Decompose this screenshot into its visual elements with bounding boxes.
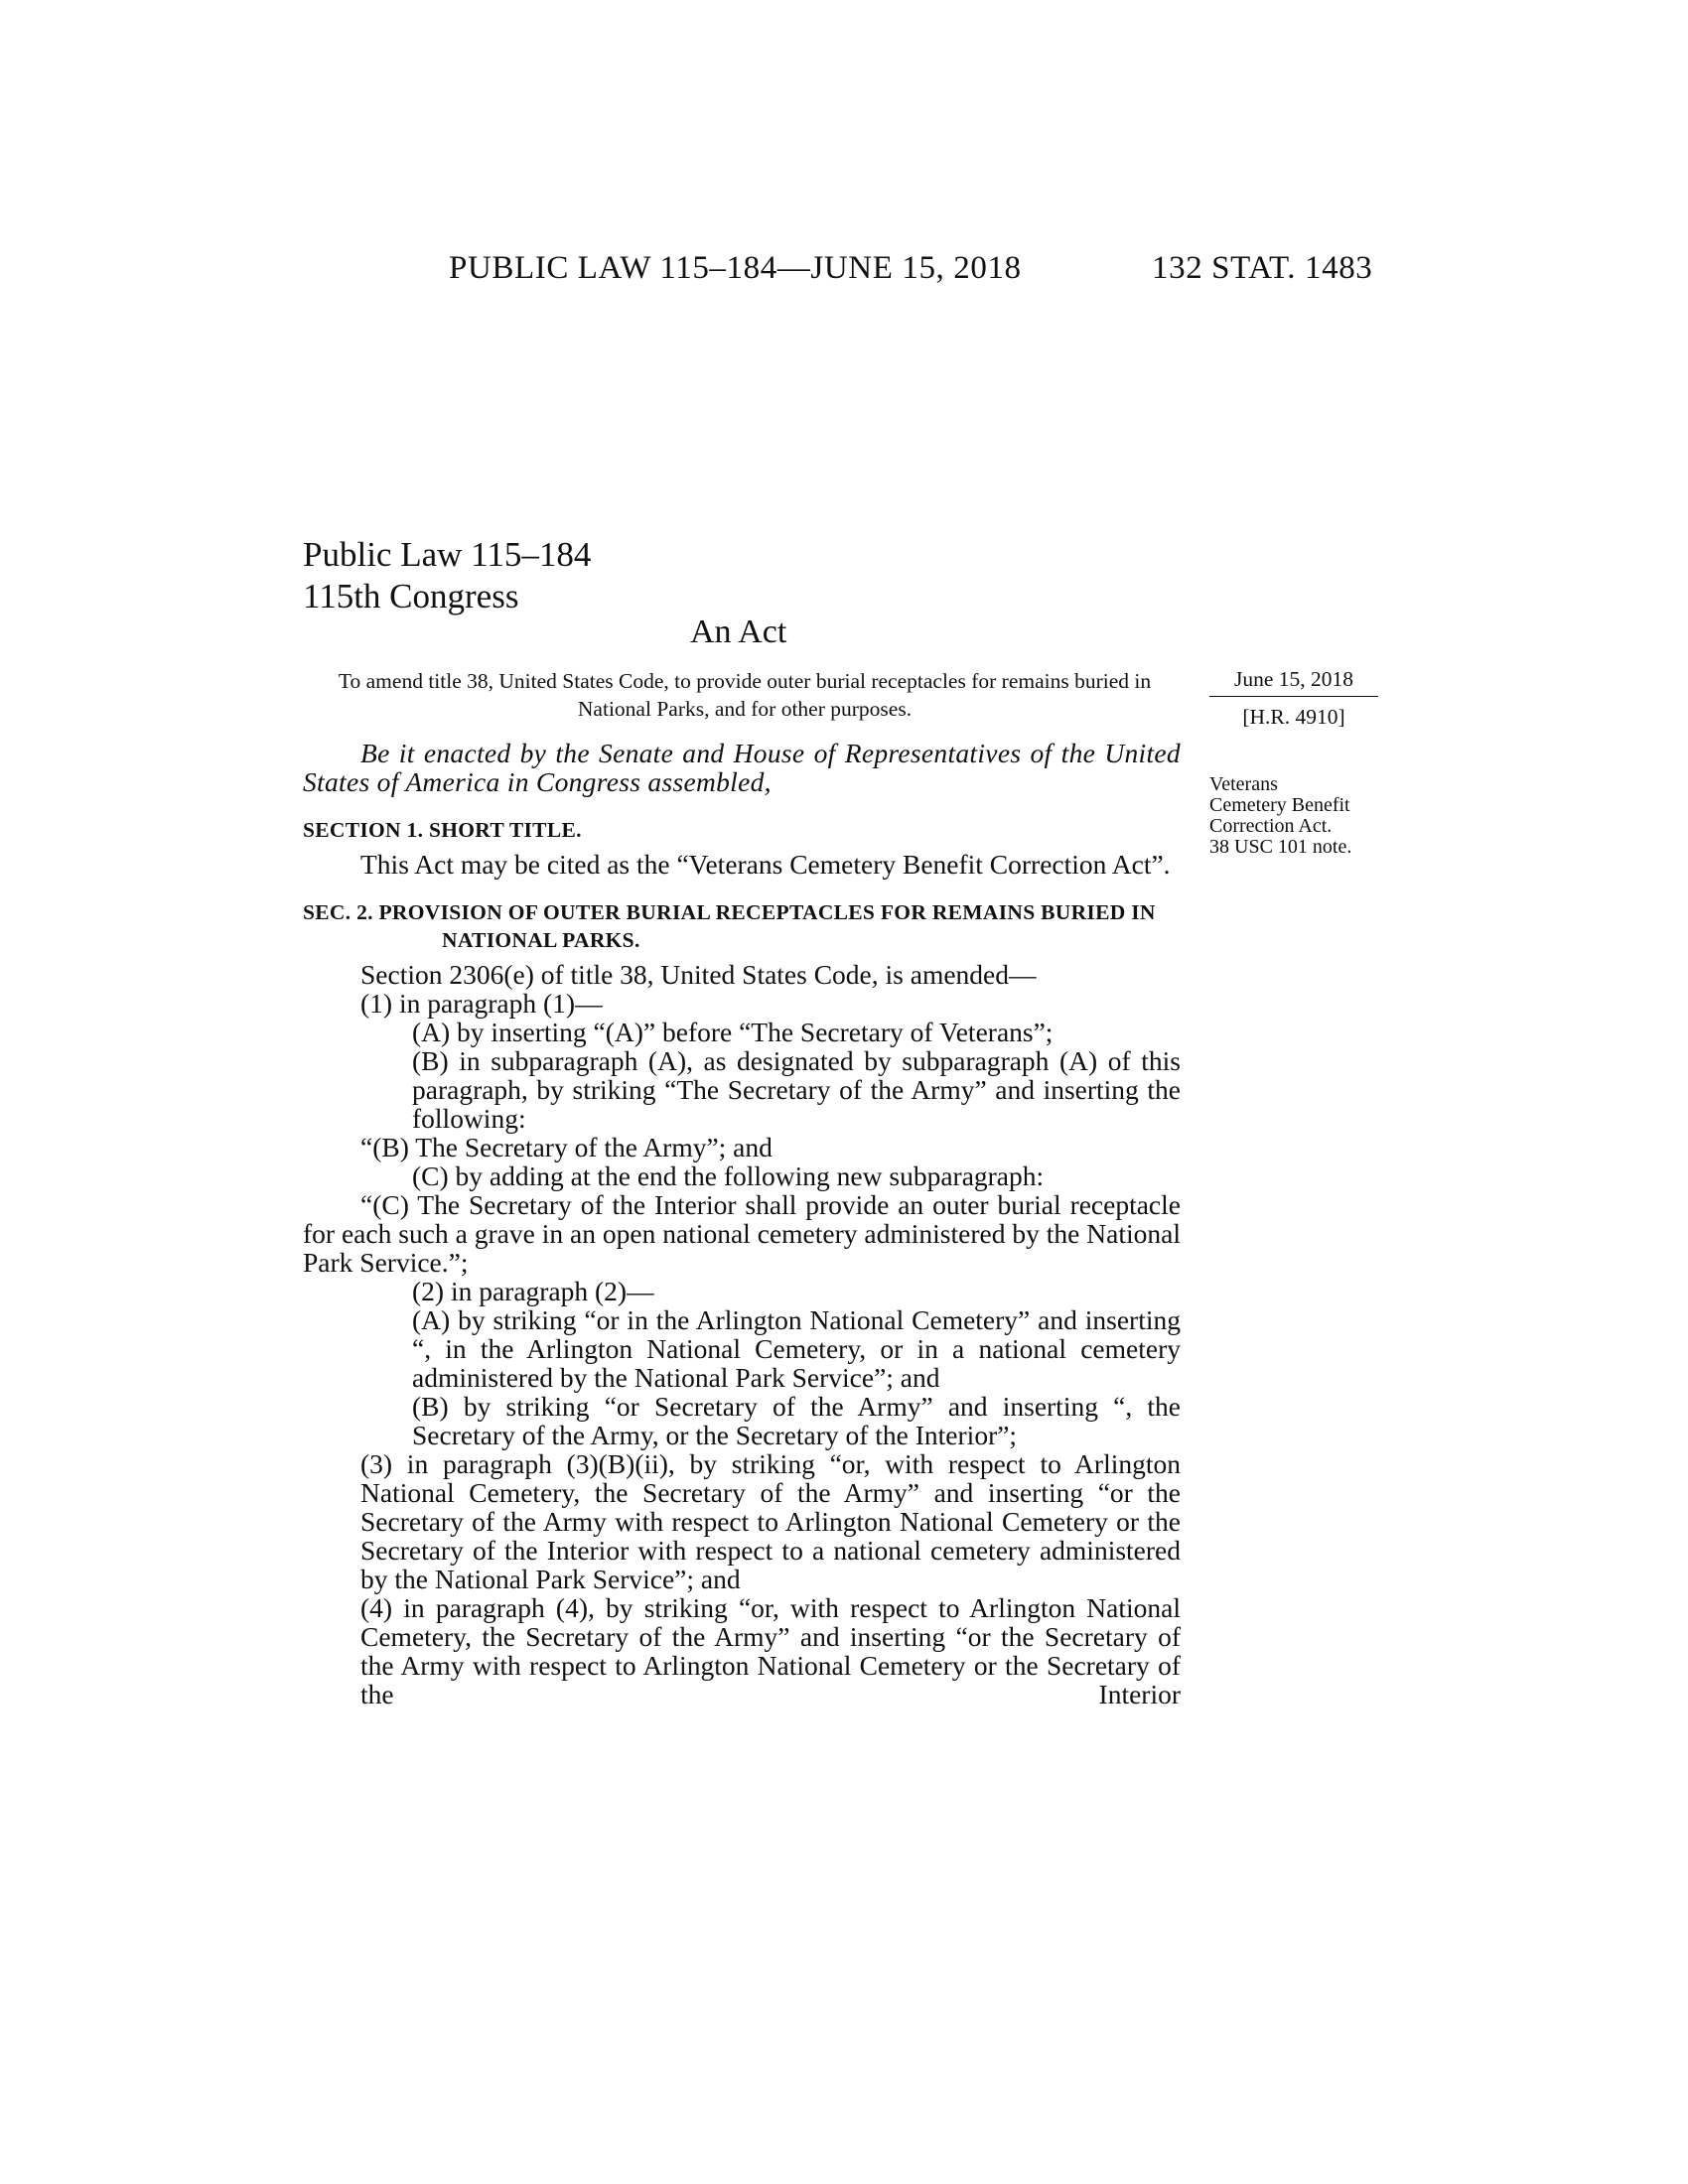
- margin-note-line: Cemetery Benefit: [1209, 794, 1350, 816]
- congress-number: 115th Congress: [303, 577, 519, 615]
- running-head: PUBLIC LAW 115–184—JUNE 15, 2018: [449, 250, 1022, 286]
- paragraph-4: (4) in paragraph (4), by striking “or, with respect to Arlington National Cemetery, the Secretary of the Army” and inserting “or the Secretary of the Army with respect to Arlington National Cemetery or the Secretary of the Interior: [360, 1592, 1181, 1709]
- paragraph-2-a: (A) by striking “or in the Arlington National Cemetery” and inserting “, in the Arlington National Cemetery, or in a national cemetery administered by the National Park Service”; and: [412, 1304, 1181, 1393]
- section-2-heading: SEC. 2. PROVISION OF OUTER BURIAL RECEPTACLES FOR REMAINS BURIED IN NATIONAL PARKS.: [303, 900, 1156, 952]
- paragraph-1-b-quote: “(B) The Secretary of the Army”; and: [360, 1132, 773, 1162]
- paragraph-1-a: (A) by inserting “(A)” before “The Secretary of Veterans”;: [412, 1017, 1054, 1047]
- margin-note-line: 38 USC 101 note.: [1209, 836, 1352, 858]
- act-purpose: To amend title 38, United States Code, to provide outer burial receptacles for remains buried in National Parks, and for other purposes.: [338, 669, 1152, 721]
- paragraph-2: (2) in paragraph (2)—: [412, 1276, 654, 1306]
- act-heading: An Act: [690, 614, 787, 650]
- section-spacer: [303, 879, 1181, 898]
- paragraph-1-c: (C) by adding at the end the following new subparagraph:: [412, 1160, 1045, 1191]
- law-title-block: [303, 534, 591, 617]
- law-number: Public Law 115–184: [303, 535, 592, 574]
- margin-notes: [1209, 774, 1398, 858]
- enacting-clause: Be it enacted by the Senate and House of Representatives of the United States of America in Congress assembled,: [303, 738, 1181, 797]
- paragraph-2-b: (B) by striking “or Secretary of the Army” and inserting “, the Secretary of the Army, or the Secretary of the Interior”;: [412, 1391, 1181, 1450]
- act-body: [303, 739, 1181, 1708]
- stat-page-number: 132 STAT. 1483: [1152, 250, 1373, 286]
- paragraph-1-b: (B) in subparagraph (A), as designated by subparagraph (A) of this paragraph, by striking “The Secretary of the Army” and inserting the following:: [412, 1045, 1181, 1134]
- section-2-intro: Section 2306(e) of title 38, United States Code, is amended—: [360, 959, 1037, 990]
- margin-note-line: Correction Act.: [1209, 815, 1333, 837]
- section-1-text: This Act may be cited as the “Veterans Cemetery Benefit Correction Act”.: [360, 849, 1171, 880]
- paragraph-1: (1) in paragraph (1)—: [360, 988, 603, 1019]
- paragraph-3: (3) in paragraph (3)(B)(ii), by striking “or, with respect to Arlington National Cemetery, the Secretary of the Army” and inserting “or the Secretary of the Army with respect to Arlington National Cemetery or the Secretary of the Interior with respect to a national cemetery administered by the National Park Service”; and: [360, 1448, 1181, 1594]
- section-1-heading: SECTION 1. SHORT TITLE.: [303, 818, 582, 842]
- margin-bill-number: [H.R. 4910]: [1242, 705, 1345, 729]
- margin-note-line: Veterans: [1209, 773, 1278, 795]
- paragraph-1-c-quote: “(C) The Secretary of the Interior shall provide an outer burial receptacle for each such a grave in an open national cemetery administered by the National Park Service.”;: [303, 1189, 1181, 1278]
- margin-date: June 15, 2018: [1209, 667, 1378, 697]
